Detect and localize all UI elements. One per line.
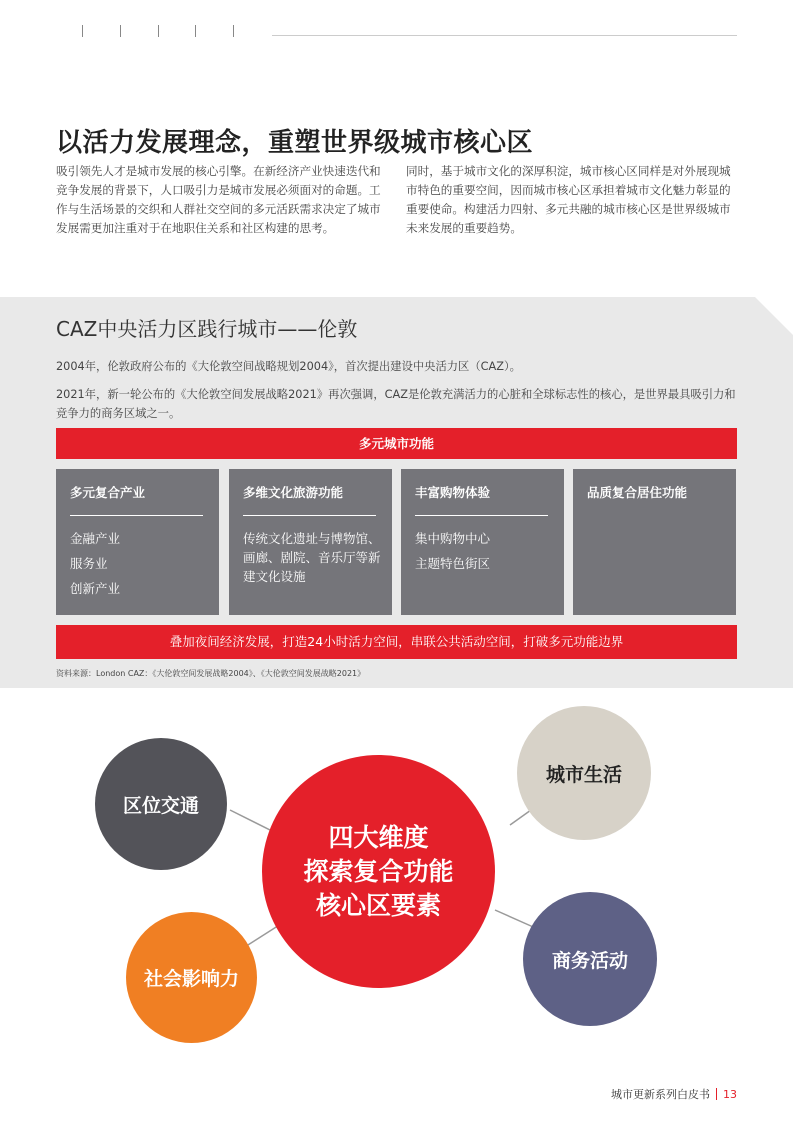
node-business-activity xyxy=(523,892,657,1026)
center-line: 探索复合功能 xyxy=(303,856,454,886)
function-box-shopping xyxy=(401,469,564,615)
section-paragraph-2021: 2021年，新一轮公布的《大伦敦空间发展战略2021》再次强调，CAZ是伦敦充满活力的心脏和全球标志性的核心，是世界最具吸引力和竞争力的商务区域之一。 xyxy=(56,388,736,420)
node-label: 商务活动 xyxy=(551,949,628,972)
functions-header-bar: 多元城市功能 xyxy=(56,428,737,459)
function-box-divider xyxy=(415,515,548,516)
function-box-title: 品质复合居住功能 xyxy=(587,485,688,500)
source-note: 资料来源：London CAZ：《大伦敦空间发展战略2004》、《大伦敦空间发展战略2021》 xyxy=(56,669,366,678)
header-rule xyxy=(272,35,737,36)
function-box-item: 创新产业 xyxy=(70,581,121,596)
function-box-title: 多元复合产业 xyxy=(70,485,146,500)
functions-footer-bar: 叠加夜间经济发展，打造24小时活力空间，串联公共活动空间，打破多元功能边界 xyxy=(56,625,737,659)
function-box-item: 金融产业 xyxy=(70,531,121,546)
function-box-item: 集中购物中心 xyxy=(415,531,491,546)
page-title: 以活力发展理念，重塑世界级城市核心区 xyxy=(56,128,534,158)
center-line: 四大维度 xyxy=(328,822,429,852)
function-box-title: 丰富购物体验 xyxy=(415,485,491,500)
function-box-culture-tourism xyxy=(229,469,392,615)
page-number: 13 xyxy=(723,1088,737,1101)
section-title: CAZ中央活力区践行城市——伦敦 xyxy=(56,317,358,341)
function-box-industry xyxy=(56,469,219,615)
center-core-circle xyxy=(262,755,495,988)
function-box-divider xyxy=(70,515,203,516)
page-footer xyxy=(611,1086,737,1102)
footer-title: 城市更新系列白皮书 xyxy=(611,1088,710,1101)
function-box-title: 多维文化旅游功能 xyxy=(243,485,344,500)
center-line: 核心区要素 xyxy=(315,890,441,920)
node-label: 区位交通 xyxy=(122,794,199,817)
node-urban-life xyxy=(517,706,651,840)
function-box-divider xyxy=(243,515,376,516)
node-label: 社会影响力 xyxy=(143,968,239,990)
function-box-item: 主题特色街区 xyxy=(415,556,491,571)
function-box-residential xyxy=(573,469,736,615)
section-paragraph-2004: 2004年，伦敦政府公布的《大伦敦空间战略规划2004》，首次提出建设中央活力区（CAZ）。 xyxy=(56,360,521,373)
function-box-item: 传统文化遗址与博物馆、画廊、剧院、音乐厅等新建文化设施 xyxy=(243,531,381,584)
footer-separator xyxy=(716,1088,717,1100)
function-box-item: 服务业 xyxy=(70,556,108,571)
intro-left-paragraph: 吸引领先人才是城市发展的核心引擎。在新经济产业快速迭代和竞争发展的背景下，人口吸引力是城市发展必须面对的命题。工作与生活场景的交织和人群社交空间的多元活跃需求决定了城市发展需更加注重对于在地职住关系和社区构建的思考。 xyxy=(56,164,381,235)
node-location-transport xyxy=(95,738,227,870)
intro-right-paragraph: 同时，基于城市文化的深厚积淀，城市核心区同样是对外展现城市特色的重要空间，因而城市核心区承担着城市文化魅力彰显的重要使命。构建活力四射、多元共融的城市核心区是世界级城市未来发展的重要趋势。 xyxy=(406,164,731,235)
node-label: 城市生活 xyxy=(545,763,622,786)
node-social-influence xyxy=(126,912,257,1043)
